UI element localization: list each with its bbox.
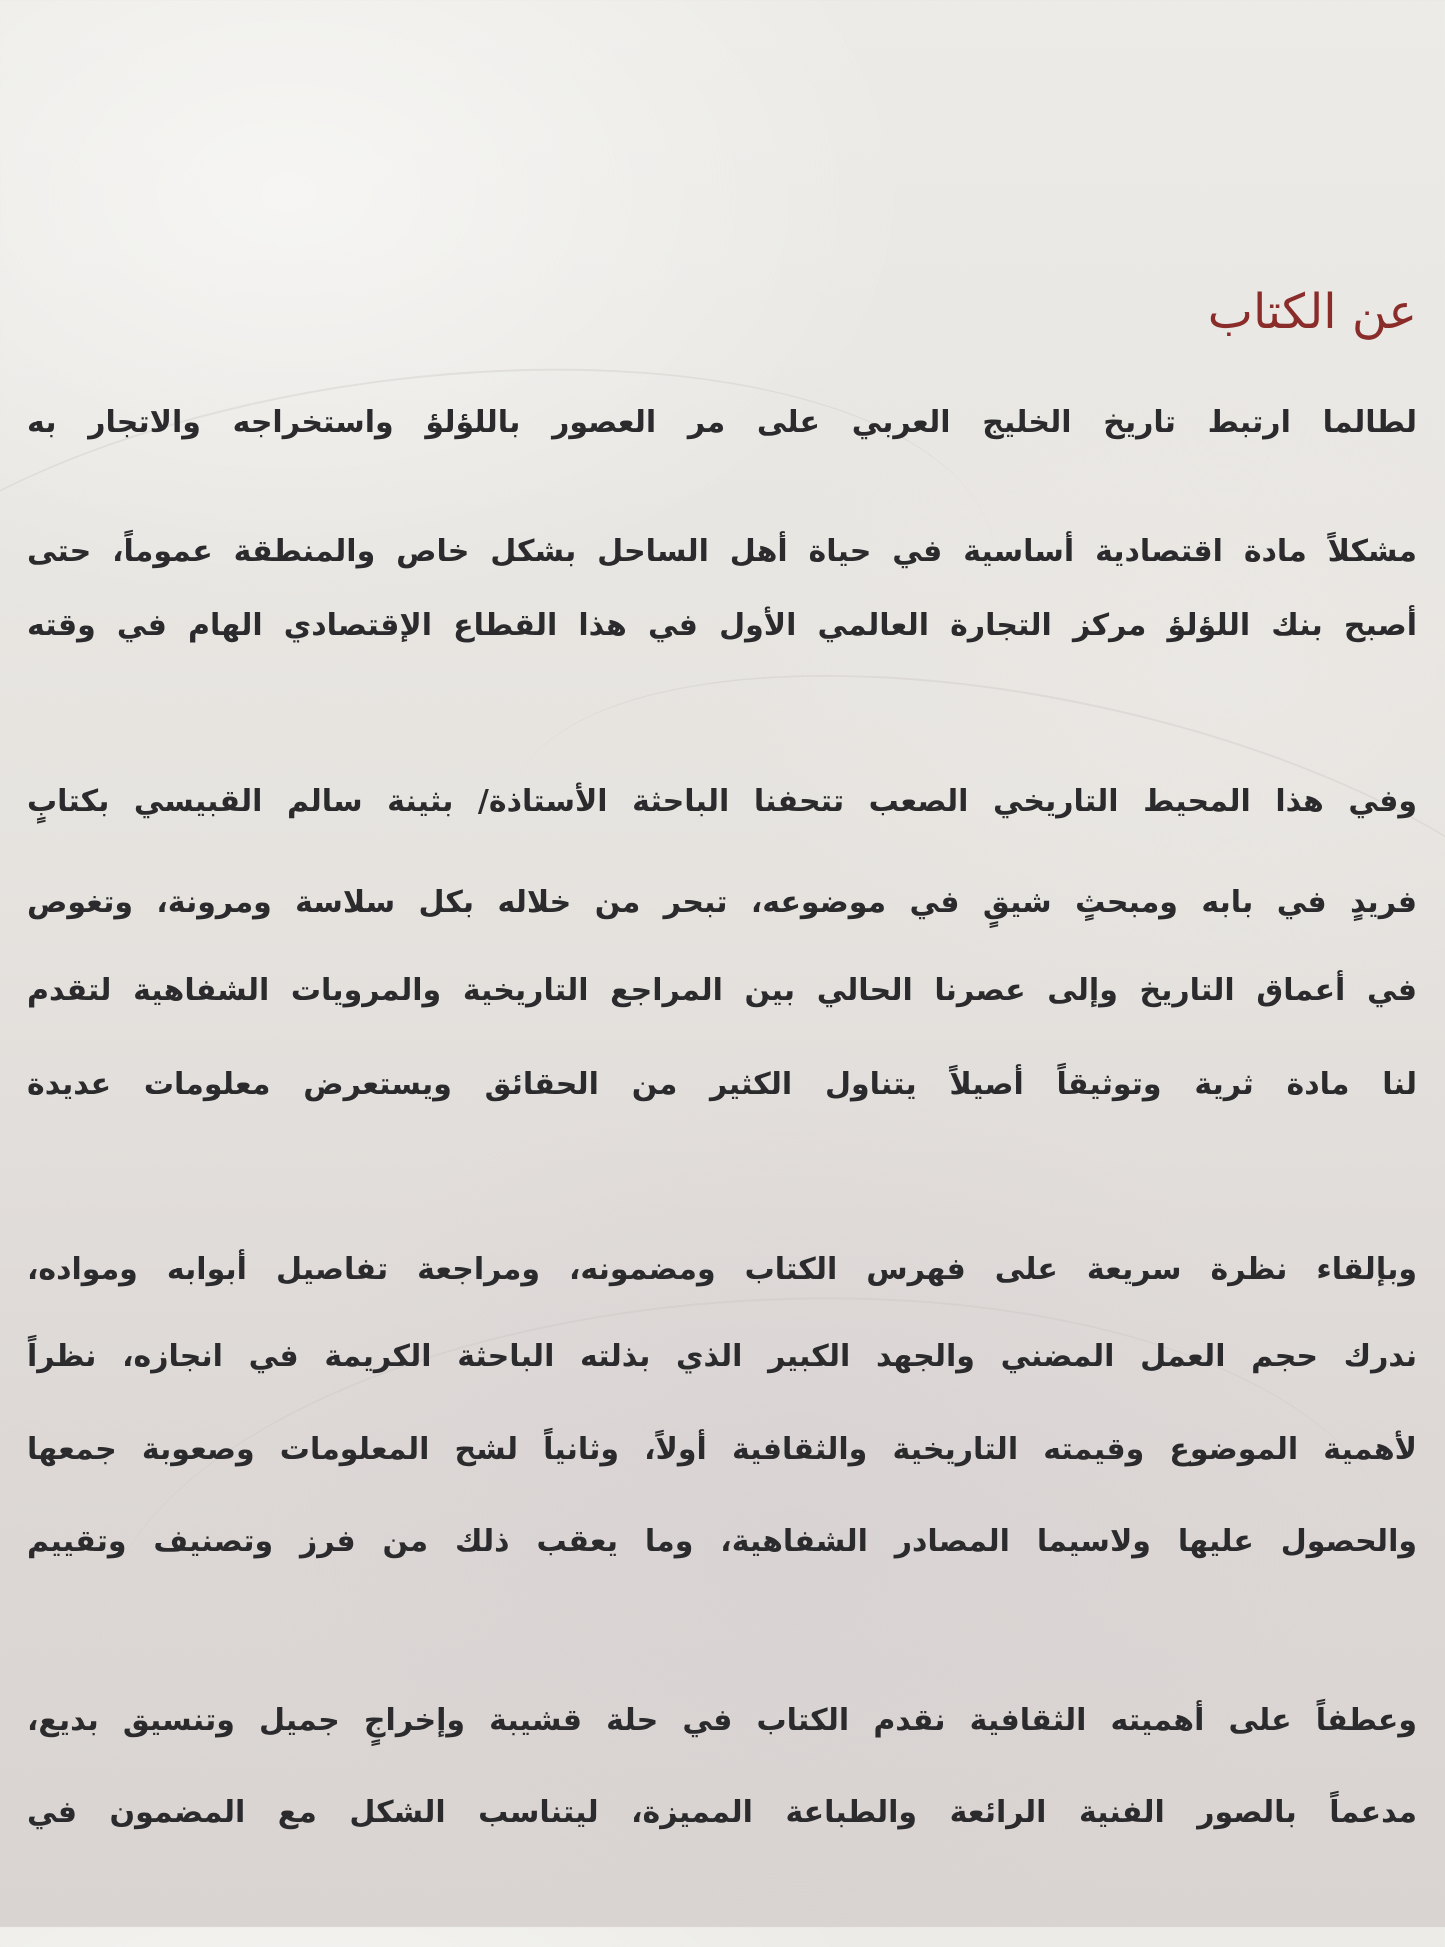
section-heading: عن الكتاب bbox=[1207, 284, 1417, 340]
text-line: مشكلاً مادة اقتصادية أساسية في حياة أهل الساحل بشكل خاص والمنطقة عموماً، حتى bbox=[27, 534, 1417, 569]
text-line: والحصول عليها ولاسيما المصادر الشفاهية، وما يعقب ذلك من فرز وتصنيف وتقييم bbox=[27, 1524, 1417, 1559]
text-line: مدعماً بالصور الفنية الرائعة والطباعة المميزة، ليتناسب الشكل مع المضمون في bbox=[27, 1795, 1417, 1830]
text-line: وعطفاً على أهميته الثقافية نقدم الكتاب في حلة قشيبة وإخراجٍ جميل وتنسيق بديع، bbox=[27, 1703, 1417, 1738]
text-line: في أعماق التاريخ وإلى عصرنا الحالي بين المراجع التاريخية والمرويات الشفاهية لتقدم bbox=[27, 973, 1417, 1008]
text-line: وبإلقاء نظرة سريعة على فهرس الكتاب ومضمونه، ومراجعة تفاصيل أبوابه ومواده، bbox=[27, 1252, 1417, 1287]
text-line: فريدٍ في بابه ومبحثٍ شيقٍ في موضوعه، تبحر من خلاله بكل سلاسة ومرونة، وتغوص bbox=[27, 885, 1417, 920]
text-line: أصبح بنك اللؤلؤ مركز التجارة العالمي الأول في هذا القطاع الإقتصادي الهام في وقته bbox=[27, 608, 1417, 643]
text-line: لأهمية الموضوع وقيمته التاريخية والثقافية أولاً، وثانياً لشح المعلومات وصعوبة جمعها bbox=[27, 1432, 1417, 1467]
text-line: وفي هذا المحيط التاريخي الصعب تتحفنا الباحثة الأستاذة/ بثينة سالم القبيسي بكتابٍ bbox=[27, 784, 1417, 819]
text-line: لنا مادة ثرية وتوثيقاً أصيلاً يتناول الكثير من الحقائق ويستعرض معلومات عديدة bbox=[27, 1067, 1417, 1102]
text-line: لطالما ارتبط تاريخ الخليج العربي على مر العصور باللؤلؤ واستخراجه والاتجار به bbox=[27, 405, 1417, 440]
text-line: ندرك حجم العمل المضني والجهد الكبير الذي بذلته الباحثة الكريمة في انجازه، نظراً bbox=[27, 1339, 1417, 1374]
